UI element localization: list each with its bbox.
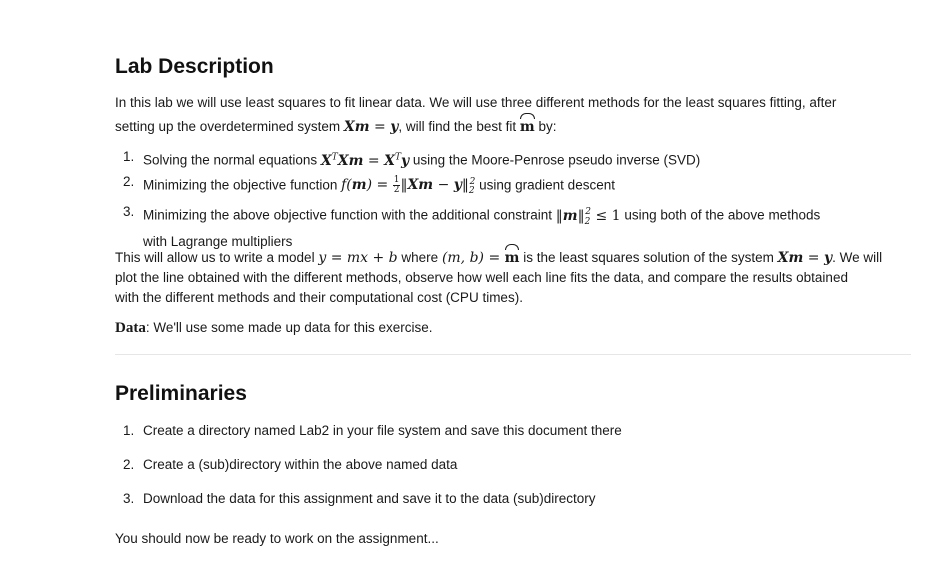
math-m-hat: m	[520, 113, 535, 137]
math-constraint: $‖m‖_2^2 \le 1$	[555, 207, 621, 227]
data-label: Data	[115, 320, 146, 336]
math-model: y = mx + b	[318, 250, 398, 266]
method-item-2: 2. Minimizing the objective function f(m) = $\frac{1}{2}$ ‖Xm − $y‖_2^2$ using gradient descent	[123, 173, 615, 197]
method-item-3: 3. Minimizing the above objective function with the additional constraint $‖m‖_2^2 \le 1$ using both of the above methods with Lagrange multipliers	[123, 204, 821, 249]
model-paragraph	[115, 244, 915, 308]
math-objective: f(m) = $\frac{1}{2}$ ‖Xm − $y‖_2^2$	[341, 174, 476, 197]
closing-paragraph: You should now be ready to work on the assignment...	[115, 531, 439, 546]
section-title-lab-description: Lab Description	[115, 55, 274, 78]
intro-line-1: In this lab we will use least squares to fit linear data. We will use three different methods for the least squares fitting, after	[115, 95, 837, 110]
prelim-item-1: 1. Create a directory named Lab2 in your file system and save this document there	[123, 423, 622, 438]
math-mb-pair: (m, b) =	[441, 250, 501, 266]
model-line-1: This will allow us to write a model y = mx + b where (m, b) = m is the least squares solution of the system Xm = y. We will	[115, 244, 915, 268]
methods-list	[115, 147, 820, 253]
model-line-2: plot the line obtained with the different methods, observe how well each line fits the data, and compare the results obtained	[115, 270, 848, 285]
math-normal-equations: $X^TXm = X^Ty$	[320, 152, 410, 169]
data-paragraph	[115, 318, 915, 338]
intro-line-2: setting up the overdetermined system Xm = y, will find the best fit m by:	[115, 113, 915, 137]
model-line-3: with the different methods and their computational cost (CPU times).	[115, 290, 523, 305]
prelim-item-2: 2. Create a (sub)directory within the above named data	[123, 457, 458, 472]
data-text: : We'll use some made up data for this exercise.	[145, 320, 433, 335]
section-divider	[115, 354, 911, 355]
math-system: Xm = y	[343, 119, 399, 135]
prelim-item-3: 3. Download the data for this assignment and save it to the data (sub)directory	[123, 491, 596, 506]
method-item-1: 1. Solving the normal equations $X^TXm = X^Ty$ using the Moore-Penrose pseudo inverse (SVD)	[123, 149, 701, 169]
preliminaries-list	[115, 421, 622, 523]
math-system-2: Xm = y	[777, 250, 833, 266]
section-title-preliminaries: Preliminaries	[115, 382, 247, 405]
intro-paragraph	[115, 93, 915, 137]
